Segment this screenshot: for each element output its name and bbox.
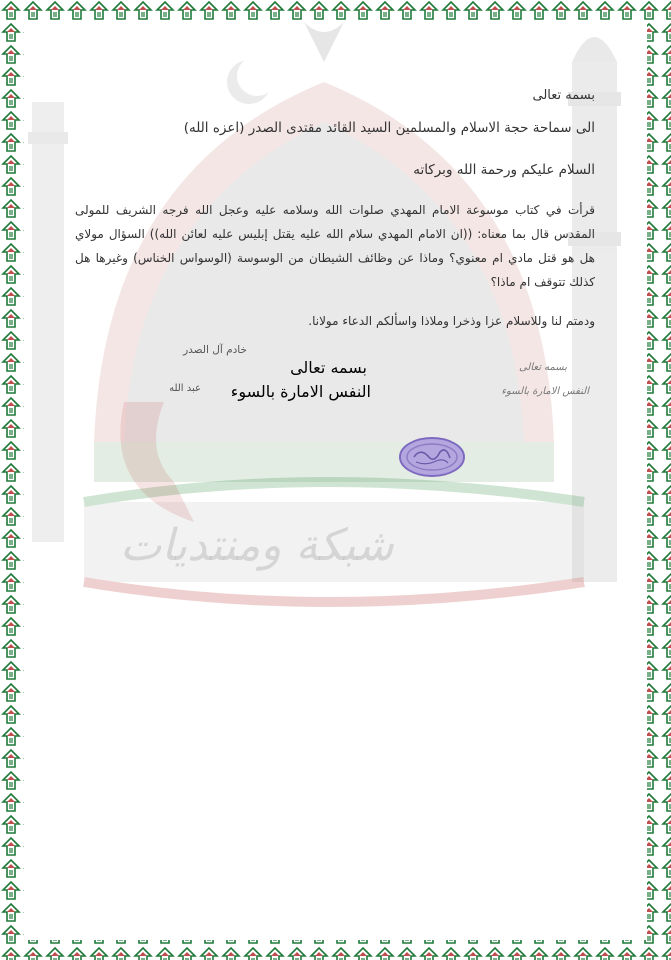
seal-stamp <box>398 436 466 478</box>
handwritten-answer: النفس الامارة بالسوء <box>501 386 589 397</box>
reply-title: بسمه تعالى <box>290 358 367 377</box>
reply-text: النفس الامارة بالسوء <box>230 382 371 401</box>
letter-content <box>24 22 647 940</box>
signature-title: خادم آل الصدر <box>183 344 247 356</box>
greeting-line: السلام عليكم ورحمة الله وبركاته <box>413 162 595 178</box>
watermark-text: شبكة ومنتديات <box>120 520 394 571</box>
handwritten-basmala: بسمه تعالى <box>518 362 567 373</box>
closing-line: ودمتم لنا وللاسلام عزا وذخرا وملاذا واسألكم الدعاء مولانا. <box>308 314 595 328</box>
letter-page <box>24 22 647 940</box>
basmala: بسمه تعالى <box>532 88 595 103</box>
signature-name: عبد الله <box>169 383 201 394</box>
letter-body: قرأت في كتاب موسوعة الامام المهدي صلوات الله وسلامه عليه وعجل الله فرجه الشريف للمولى المقدس قال بما معناه: ((ان الامام المهدي سلام الله عليه يقتل إبليس عليه لعائن الله)) السؤال مولاي هل هو قتل مادي ام معنوي؟ وماذا عن وظائف الشيطان من الوسوسة (الوسواس الخناس) وغيرها هل كذلك تتوقف ام ماذا؟ <box>75 203 595 289</box>
addressee-line: الى سماحة حجة الاسلام والمسلمين السيد القائد مقتدى الصدر (اعزه الله) <box>183 120 595 136</box>
